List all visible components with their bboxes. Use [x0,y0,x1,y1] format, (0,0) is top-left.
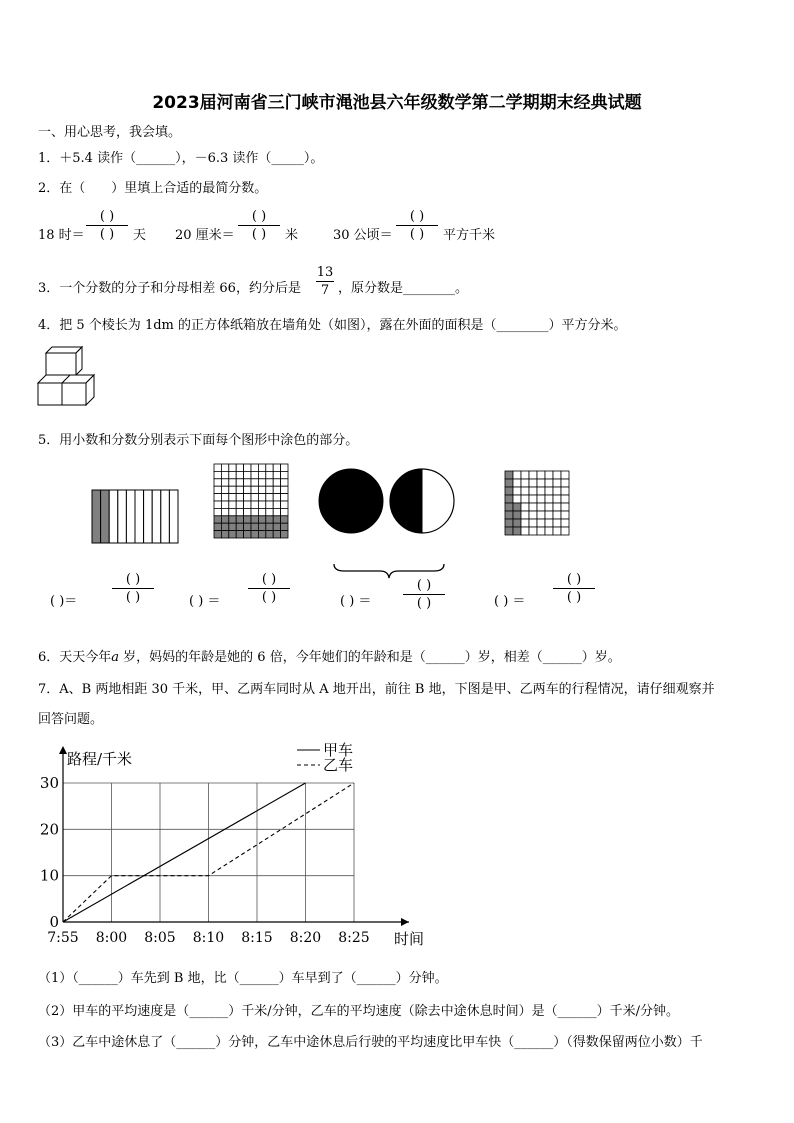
grid-cell [258,494,265,501]
grid-cell [513,503,521,511]
travel-chart [30,740,430,955]
grid-cell [281,471,288,478]
grid-cell [505,471,513,479]
strip [152,490,161,543]
fraction-numerator: ( ) [409,209,425,224]
grid-cell [266,531,273,538]
grid-cell [281,494,288,501]
grid-cell [273,494,280,501]
grid-cell [529,519,537,527]
q3-fraction [316,265,334,298]
grid-cell [537,511,545,519]
grid-cell [236,531,243,538]
x-tick-label: 8:25 [338,930,370,946]
x-axis-arrow [401,918,409,926]
q2-unit: 天 [133,228,147,243]
grid-cell [244,471,251,478]
grid-cell [521,527,529,535]
strip [161,490,170,543]
grid-cell [244,486,251,493]
grid-cell [236,486,243,493]
x-tick-label: 8:00 [95,930,128,946]
grid-cell [513,511,521,519]
grid-cell [229,479,236,486]
grid-cell [214,531,221,538]
grid-cell [236,479,243,486]
grid-cell [266,508,273,515]
grid-cell [251,471,258,478]
grid-cell [214,464,221,471]
grid-cell [505,527,513,535]
striped-rectangle [92,490,178,543]
question-3: 3．一个分数的分子和分母相差 66，约分后是 [38,281,301,296]
q5-blank-1: ( )＝ [50,594,78,609]
blank-fraction [112,572,154,605]
grid-cell [505,495,513,503]
x-tick-label: 8:20 [289,930,322,946]
grid-cell [521,519,529,527]
grid-cell [251,516,258,523]
legend-label: 甲车 [323,741,354,759]
fraction-numerator: ( ) [251,209,267,224]
section-heading: 一、用心思考，我会填。 [38,125,182,140]
question-4: 4．把 5 个棱长为 1dm 的正方体纸箱放在墙角处（如图），露在外面的面积是（________）平方分米。 [38,318,627,333]
y-tick-label: 10 [39,866,59,885]
grid-cell [229,523,236,530]
grid-square-64 [505,471,569,535]
blank-fraction [403,578,445,611]
grid-cell [214,501,221,508]
q2-unit: 平方千米 [443,228,496,243]
grid-cell [553,495,561,503]
grid-cell [553,527,561,535]
grid-cell [529,511,537,519]
grid-cell [258,471,265,478]
blank-fraction [553,572,595,605]
x-tick-label: 8:10 [192,930,225,946]
question-3-tail: ，原分数是________。 [338,281,469,296]
grid-cell [273,479,280,486]
grid-cell [251,494,258,501]
question-2: 2．在（ ）里填上合适的最简分数。 [38,181,268,196]
grid-cell [251,479,258,486]
grid-cell [266,516,273,523]
fraction-numerator: 13 [316,265,334,280]
grid-cell [266,464,273,471]
grid-cell [561,479,569,487]
strip [118,490,127,543]
grid-cell [537,503,545,511]
grid-cell [244,479,251,486]
q5-blank-2: ( ) ＝ [189,594,221,609]
grid-cell [221,486,228,493]
grid-cell [521,479,529,487]
grid-cell [537,487,545,495]
grid-cell [229,501,236,508]
grid-cell [229,508,236,515]
question-7-2: （2）甲车的平均速度是（______）千米/分钟，乙车的平均速度（除去中途休息时间）是（______）千米/分钟。 [38,1004,680,1019]
grid-cell [545,495,553,503]
x-tick-label: 8:05 [144,930,176,946]
grid-cell [244,523,251,530]
q2-label: 20 厘米＝ [175,228,235,243]
grid-cell [553,471,561,479]
q5-shapes [0,455,794,555]
question-6 [38,646,621,665]
q2-label: 18 时＝ [38,228,85,243]
grid-cell [273,464,280,471]
grid-cell [221,508,228,515]
q5-blank-3: ( ) ＝ [340,594,372,609]
grid-cell [251,523,258,530]
question-7-cont: 回答问题。 [38,712,104,727]
grid-cell [258,523,265,530]
grid-cell [236,523,243,530]
grid-cell [281,501,288,508]
strip [109,490,118,543]
grid-cell [513,495,521,503]
grid-cell [537,519,545,527]
grid-cell [529,487,537,495]
grid-cell [266,494,273,501]
grid-cell [545,519,553,527]
question-1: 1．＋5.4 读作（______），－6.3 读作（_____）。 [38,151,324,166]
grid-cell [521,471,529,479]
fraction-denominator: 7 [320,283,330,298]
grid-cell [258,531,265,538]
fraction-denominator: ( ) [99,227,115,242]
q6-text-rest: 岁，妈妈的年龄是她的 6 倍，今年她们的年龄和是（______）岁，相差（______）岁。 [119,650,621,665]
grid-cell [236,464,243,471]
grid-cell [529,503,537,511]
blank-fraction [396,209,438,242]
grid-cell [244,464,251,471]
grid-cell [221,531,228,538]
grid-cell [244,516,251,523]
grid-cell [214,508,221,515]
grid-cell [273,501,280,508]
grid-cell [251,508,258,515]
grid-cell [513,479,521,487]
grid-cell [221,494,228,501]
fraction-denominator: ( ) [261,590,277,605]
grid-cell [214,471,221,478]
grid-square-100 [214,464,288,538]
question-7-3: （3）乙车中途休息了（______）分钟，乙车中途休息后行驶的平均速度比甲车快（______）（得数保留两位小数）千 [38,1035,703,1050]
x-tick-label: 7:55 [47,930,79,946]
grid-cell [221,479,228,486]
grid-cell [561,495,569,503]
grid-cell [229,494,236,501]
question-5: 5．用小数和分数分别表示下面每个图形中涂色的部分。 [38,433,359,448]
grid-cell [236,501,243,508]
grid-cell [545,487,553,495]
y-axis-label: 路程/千米 [67,750,133,768]
grid-cell [513,519,521,527]
grid-cell [214,494,221,501]
grid-cell [537,479,545,487]
grid-cell [529,479,537,487]
fraction-denominator: ( ) [416,596,432,611]
grid-cell [244,508,251,515]
grid-cell [521,495,529,503]
grid-cell [561,527,569,535]
grid-cell [258,516,265,523]
grid-cell [553,479,561,487]
grid-cell [273,523,280,530]
grid-cell [273,471,280,478]
grid-cell [281,531,288,538]
grid-cell [214,479,221,486]
grid-cell [214,523,221,530]
grid-cell [221,523,228,530]
grid-cell [229,516,236,523]
q5-blank-4: ( ) ＝ [494,594,526,609]
blank-fraction [238,209,280,242]
fraction-numerator: ( ) [416,578,432,593]
strip [144,490,153,543]
grid-cell [529,495,537,503]
grid-cell [214,486,221,493]
grid-cell [281,464,288,471]
grid-cell [229,531,236,538]
grid-cell [561,511,569,519]
grid-cell [251,531,258,538]
strip [126,490,135,543]
fraction-numerator: ( ) [125,572,141,587]
y-tick-label: 0 [49,913,59,931]
grid-cell [251,486,258,493]
grid-cell [281,486,288,493]
grid-cell [221,501,228,508]
grid-cell [244,501,251,508]
grid-cell [244,531,251,538]
grid-cell [537,495,545,503]
grid-cell [553,503,561,511]
grid-cell [545,503,553,511]
fraction-numerator: ( ) [566,572,582,587]
grid-cell [545,527,553,535]
grid-cell [505,519,513,527]
grid-cell [273,508,280,515]
grid-cell [545,471,553,479]
blank-fraction [86,209,128,242]
grid-cell [529,471,537,479]
grid-cell [221,471,228,478]
grid-cell [521,503,529,511]
grid-cell [214,516,221,523]
y-tick-label: 30 [39,774,59,792]
black-circle [319,469,383,533]
grid-cell [561,519,569,527]
grid-cell [273,486,280,493]
q6-text: 6．天天今年 [38,650,112,665]
grid-cell [273,516,280,523]
grid-cell [505,479,513,487]
fraction-denominator: ( ) [125,590,141,605]
grid-cell [281,479,288,486]
blank-fraction [248,572,290,605]
grid-cell [561,487,569,495]
grid-cell [553,519,561,527]
grid-cell [545,511,553,519]
page-title: 2023届河南省三门峡市渑池县六年级数学第二学期期末经典试题 [152,93,642,113]
grid-cell [521,487,529,495]
series-line-1 [63,783,306,922]
grid-cell [251,464,258,471]
fraction-denominator: ( ) [566,590,582,605]
grid-cell [221,516,228,523]
half-shaded-circle [390,469,454,533]
grid-cell [537,471,545,479]
grid-cell [545,479,553,487]
strip [92,490,101,543]
grid-cell [266,501,273,508]
grid-cell [258,479,265,486]
grid-cell [505,511,513,519]
grid-cell [537,527,545,535]
grid-cell [244,494,251,501]
y-tick-label: 20 [39,820,59,839]
grid-cell [258,486,265,493]
grid-cell [281,516,288,523]
strip [169,490,178,543]
grid-cell [273,531,280,538]
grid-cell [513,527,521,535]
grid-cell [266,523,273,530]
fraction-denominator: ( ) [251,227,267,242]
q6-variable: a [111,650,120,665]
grid-cell [281,523,288,530]
grid-cell [229,471,236,478]
grid-cell [281,508,288,515]
grid-cell [236,494,243,501]
legend-label: 乙车 [323,756,354,774]
grid-cell [258,501,265,508]
grid-cell [513,487,521,495]
x-tick-label: 8:15 [241,930,273,946]
grid-cell [561,503,569,511]
grid-cell [236,471,243,478]
grid-cell [266,486,273,493]
fraction-denominator: ( ) [409,227,425,242]
grid-cell [553,511,561,519]
grid-cell [236,508,243,515]
grid-cell [266,479,273,486]
question-7: 7．A、B 两地相距 30 千米，甲、乙两车同时从 A 地开出，前往 B 地，下图是甲、乙两车的行程情况，请仔细观察并 [38,682,715,697]
cube-stack-figure [36,345,106,411]
grid-cell [553,487,561,495]
q2-label: 30 公顷＝ [333,228,393,243]
grid-cell [229,486,236,493]
grid-cell [521,511,529,519]
strip [135,490,144,543]
grid-cell [266,471,273,478]
question-7-1: （1）（______）车先到 B 地，比（______）车早到了（______）分钟。 [38,971,448,986]
grid-cell [251,501,258,508]
x-axis-label: 时间 [394,930,425,948]
grid-cell [561,471,569,479]
grid-cell [529,527,537,535]
fraction-numerator: ( ) [261,572,277,587]
fraction-numerator: ( ) [99,209,115,224]
grid-cell [229,464,236,471]
grid-cell [258,508,265,515]
y-axis-arrow [59,746,67,754]
grid-cell [236,516,243,523]
grid-cell [221,464,228,471]
grid-cell [505,503,513,511]
grid-cell [258,464,265,471]
strip [101,490,110,543]
grid-cell [513,471,521,479]
q2-unit: 米 [285,228,299,243]
grid-cell [505,487,513,495]
